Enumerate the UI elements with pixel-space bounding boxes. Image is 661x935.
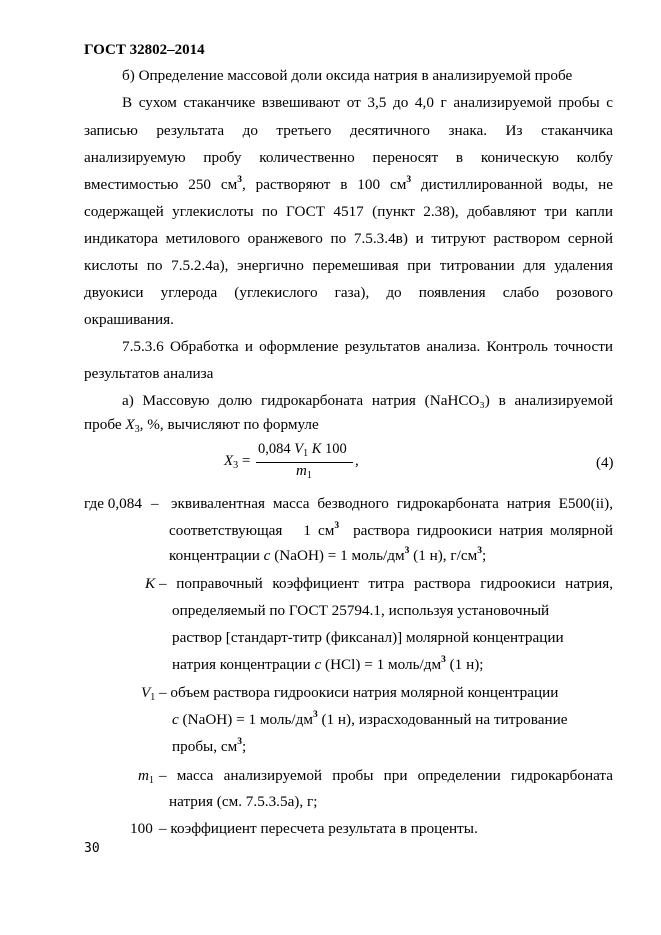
- paragraph-line: содержащей углекислоты по ГОСТ 4517 (пункт 2.38), добавляют три капли: [84, 203, 613, 220]
- item-a-line2: пробе $X_3$, %, вычисляют по формуле: [84, 416, 319, 435]
- definition-line: – поправочный коэффициент титра раствора гидроокиси натрия,: [159, 575, 613, 592]
- symbol-100: 100: [130, 820, 153, 837]
- definition-line: пробы, $см^3$;: [172, 737, 247, 755]
- formula-comma: ,: [355, 453, 359, 469]
- definition-line: эквивалентная масса безводного гидрокарбоната натрия Е500(ii),: [171, 495, 613, 512]
- where-intro: где 0,084: [84, 495, 142, 512]
- definition-line: соответствующая 1 $см^3$ раствора гидроокиси натрия молярной: [169, 521, 614, 539]
- symbol-v1: $V_1$: [141, 684, 156, 703]
- clause-7536-heading-cont: результатов анализа: [84, 365, 214, 382]
- paragraph-line: двуокиси углерода (углекислого газа), до появления слабо розового: [84, 284, 613, 301]
- formula-numerator: 0,084 $V_1$ K 100: [258, 441, 347, 459]
- paragraph-line: кислоты по 7.5.2.4а), энергично перемешивая при титровании для удаления: [84, 257, 613, 274]
- definition-line: натрия (см. 7.5.3.5а), г;: [169, 793, 318, 810]
- formula-number: (4): [596, 455, 614, 471]
- definition-line: – коэффициент пересчета результата в проценты.: [159, 820, 478, 837]
- definition-line: – объем раствора гидроокиси натрия молярной концентрации: [159, 684, 559, 701]
- section-b-heading: б) Определение массовой доли оксида натрия в анализируемой пробе: [122, 67, 573, 84]
- formula-denominator: $m_1$: [296, 463, 312, 481]
- paragraph-line: индикатора метилового оранжевого по 7.5.3.4в) и титруют раствором серной: [84, 230, 613, 247]
- definition-line: раствор [стандарт-титр (фиксанал)] молярной концентрации: [172, 629, 564, 646]
- symbol-k: K: [145, 575, 156, 592]
- page-number: 30: [84, 841, 100, 856]
- paragraph-line: анализируемую пробу количественно переносят в коническую колбу: [84, 149, 613, 166]
- paragraph-line: В сухом стаканчике взвешивают от 3,5 до 4,0 г анализируемой пробы с: [122, 94, 613, 111]
- paragraph-line-with-units: вместимостью 250 $см^3$, растворяют в 100 $см^3$ дистиллированной воды, не: [84, 175, 614, 193]
- item-a-line: а) Массовую долю гидрокарбоната натрия (NaHCO₃) в анализируемой: [122, 392, 613, 409]
- definition-line: – масса анализируемой пробы при определении гидрокарбоната: [159, 767, 613, 784]
- clause-7536-heading: 7.5.3.6 Обработка и оформление результатов анализа. Контроль точности: [122, 338, 613, 355]
- formula-lhs: $X_3$ =: [224, 453, 251, 471]
- definition-line: концентрации c (NaOH) = 1 моль/$дм^3$ (1 н), $г/см^3$;: [169, 546, 487, 564]
- where-dash: –: [151, 495, 159, 512]
- paragraph-line: окрашивания.: [84, 311, 174, 328]
- definition-line: определяемый по ГОСТ 25794.1, используя установочный: [172, 602, 550, 619]
- paragraph-line: записью результата до третьего десятичного знака. Из стаканчика: [84, 122, 613, 139]
- standard-title: ГОСТ 32802–2014: [84, 42, 205, 58]
- definition-line: натрия концентрации c (HCl) = 1 моль/$дм^3$ (1 н);: [172, 655, 484, 673]
- definition-line: c (NaOH) = 1 моль/$дм^3$ (1 н), израсходованный на титрование: [172, 710, 568, 728]
- symbol-m1: $m_1$: [138, 767, 154, 786]
